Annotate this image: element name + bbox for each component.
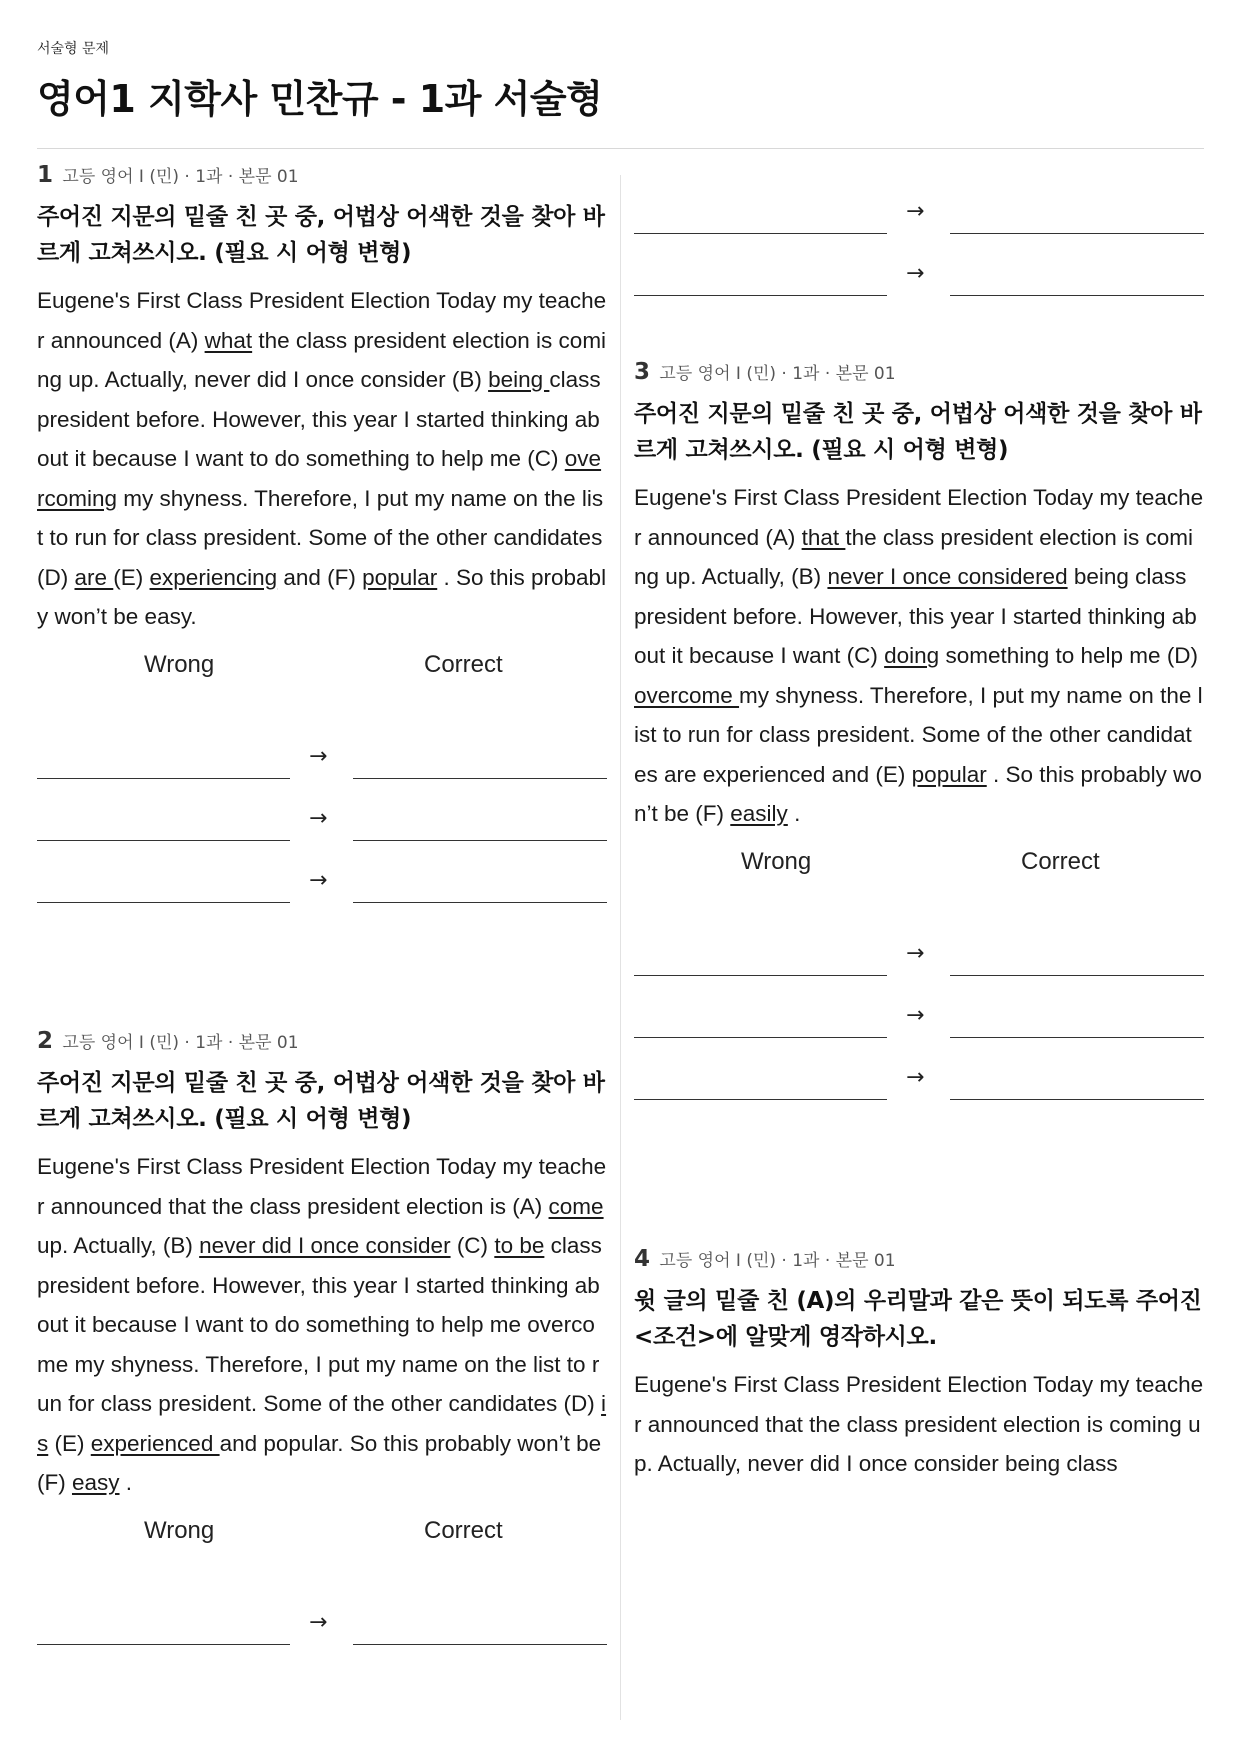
question-number: 1 xyxy=(37,162,54,188)
arrow-icon: → xyxy=(309,743,328,769)
passage-text: (E) xyxy=(48,1430,91,1456)
arrow-icon: → xyxy=(906,199,925,224)
question-meta: 고등 영어 I (민) · 1과 · 본문 01 xyxy=(62,167,299,187)
question-meta: 고등 영어 I (민) · 1과 · 본문 01 xyxy=(659,1251,896,1271)
underlined-b: never I once considered xyxy=(827,564,1068,589)
correct-answer-blank[interactable] xyxy=(950,295,1204,296)
question-3 xyxy=(634,358,1204,1100)
answer-row xyxy=(37,1583,607,1645)
answer-row xyxy=(634,976,1204,1038)
passage-text: the class president election is coming up. Actually, never did I once consider (B) xyxy=(37,327,607,392)
question-header xyxy=(634,358,1204,386)
answer-row xyxy=(634,172,1204,234)
underlined-e: experiencing xyxy=(149,564,278,590)
passage-text: Eugene's First Class President Election Today my teacher announced (A) xyxy=(634,485,1204,550)
passage-text: class president before. However, this year I started thinking about it because I want to do something to help me overcome my shyness. Therefore, I put my name on the list to run for class president. Some of the other candidates (D) xyxy=(37,1233,602,1416)
question-2-continued xyxy=(634,172,1204,296)
passage-text: (C) xyxy=(450,1233,495,1258)
correct-answer-blank[interactable] xyxy=(950,1099,1204,1100)
document-label: 서술형 문제 xyxy=(37,41,110,57)
wrong-answer-blank[interactable] xyxy=(634,1099,887,1100)
question-passage xyxy=(37,1147,607,1503)
question-meta: 고등 영어 I (민) · 1과 · 본문 01 xyxy=(62,1033,299,1053)
answer-row xyxy=(37,779,607,841)
arrow-icon: → xyxy=(906,261,925,286)
passage-text: the class president election is coming up. Actually, (B) xyxy=(634,524,1194,589)
passage-text: . xyxy=(119,1470,133,1495)
arrow-icon: → xyxy=(309,805,328,831)
passage-text: my shyness. Therefore, I put my name on the list to run for class president. Some of the other candidates (D) xyxy=(37,485,604,590)
underlined-d: are xyxy=(74,564,114,590)
question-instruction: 주어진 지문의 밑줄 친 곳 중, 어법상 어색한 것을 찾아 바르게 고쳐쓰시오. (필요 시 어형 변형) xyxy=(37,204,605,266)
passage-text: something to help me (D) xyxy=(939,643,1199,668)
underlined-f: popular xyxy=(362,564,438,590)
question-number: 4 xyxy=(634,1246,651,1272)
underlined-d: overcome xyxy=(634,682,740,708)
correct-label: Correct xyxy=(424,650,503,678)
column-divider xyxy=(620,175,621,1720)
wrong-answer-blank[interactable] xyxy=(37,902,290,903)
question-header xyxy=(37,161,607,189)
arrow-icon: → xyxy=(906,1002,925,1028)
question-instruction: 주어진 지문의 밑줄 친 곳 중, 어법상 어색한 것을 찾아 바르게 고쳐쓰시오. (필요 시 어형 변형) xyxy=(634,401,1202,463)
question-instruction: 주어진 지문의 밑줄 친 곳 중, 어법상 어색한 것을 찾아 바르게 고쳐쓰시오. (필요 시 어형 변형) xyxy=(37,1070,605,1132)
question-header xyxy=(37,1027,607,1055)
passage-text: my shyness. Therefore, I put my name on the list to run for class president. Some of the other candidates are experienced and (E) xyxy=(634,682,1203,787)
underlined-e: experienced xyxy=(90,1430,220,1456)
passage-text: Eugene's First Class President Election Today my teacher announced that the class president election is (A) xyxy=(37,1154,607,1219)
question-passage xyxy=(37,281,607,637)
underlined-a: that xyxy=(801,524,846,550)
wrong-label: Wrong xyxy=(144,1516,215,1544)
underlined-c: overcoming xyxy=(37,446,602,511)
wrong-answer-blank[interactable] xyxy=(634,295,887,296)
passage-text: . So this probably won’t be easy. xyxy=(37,564,607,629)
wrong-label: Wrong xyxy=(144,650,215,678)
correct-label: Correct xyxy=(1021,847,1100,875)
answer-header xyxy=(634,848,1204,888)
arrow-icon: → xyxy=(906,940,925,966)
answer-row xyxy=(634,914,1204,976)
question-passage xyxy=(634,478,1204,834)
answer-row xyxy=(634,234,1204,296)
answer-header xyxy=(37,1517,607,1557)
answer-rows xyxy=(37,1583,607,1645)
answer-header xyxy=(37,651,607,691)
answer-rows xyxy=(634,914,1204,1100)
underlined-c: to be xyxy=(494,1233,545,1258)
underlined-f: easy xyxy=(71,1470,120,1495)
question-header xyxy=(634,1245,1204,1273)
arrow-icon: → xyxy=(309,1609,328,1635)
passage-text: . So this probably won’t be (F) xyxy=(634,761,1202,826)
answer-row xyxy=(37,717,607,779)
underlined-a: what xyxy=(204,327,253,353)
question-meta: 고등 영어 I (민) · 1과 · 본문 01 xyxy=(659,364,896,384)
passage-text: . xyxy=(787,801,801,826)
question-number: 3 xyxy=(634,359,651,385)
underlined-b: never did I once consider xyxy=(199,1233,451,1258)
page-title: 영어1 지학사 민찬규 - 1과 서술형 xyxy=(37,77,603,121)
question-2 xyxy=(37,1027,607,1645)
question-number: 2 xyxy=(37,1028,54,1054)
passage-text: being class president before. However, this year I started thinking about it because I want (C) xyxy=(634,564,1197,668)
underlined-e: popular xyxy=(911,761,987,787)
arrow-icon: → xyxy=(906,1064,925,1090)
answer-rows xyxy=(37,717,607,903)
underlined-c: doing xyxy=(884,643,940,668)
arrow-icon: → xyxy=(309,867,328,893)
question-passage: Eugene's First Class President Election Today my teacher announced that the class president election is coming up. Actually, never did I once consider being class xyxy=(634,1372,1204,1476)
correct-answer-blank[interactable] xyxy=(353,1644,607,1645)
question-1 xyxy=(37,161,607,903)
underlined-b: being xyxy=(488,367,550,392)
passage-text: up. Actually, (B) xyxy=(37,1233,200,1258)
underlined-f: easily xyxy=(730,801,788,826)
question-4 xyxy=(634,1245,1204,1484)
wrong-label: Wrong xyxy=(741,847,812,875)
wrong-answer-blank[interactable] xyxy=(37,1644,290,1645)
title-divider xyxy=(37,148,1204,149)
passage-text: and popular. So this probably won’t be (F) xyxy=(37,1430,602,1495)
underlined-a: come xyxy=(548,1193,604,1219)
answer-row xyxy=(37,841,607,903)
passage-text: and (F) xyxy=(277,564,363,590)
passage-text: class president before. However, this year I started thinking about it because I want to do something to help me (C) xyxy=(37,367,601,471)
correct-answer-blank[interactable] xyxy=(353,902,607,903)
passage-text: (E) xyxy=(113,564,150,590)
underlined-d: is xyxy=(37,1391,607,1456)
answer-row xyxy=(634,1038,1204,1100)
worksheet-page xyxy=(37,0,1204,1756)
question-instruction: 윗 글의 밑줄 친 (A)의 우리말과 같은 뜻이 되도록 주어진 <조건>에 알맞게 영작하시오. xyxy=(634,1288,1202,1350)
correct-label: Correct xyxy=(424,1516,503,1544)
passage-text: Eugene's First Class President Election Today my teacher announced (A) xyxy=(37,288,607,353)
